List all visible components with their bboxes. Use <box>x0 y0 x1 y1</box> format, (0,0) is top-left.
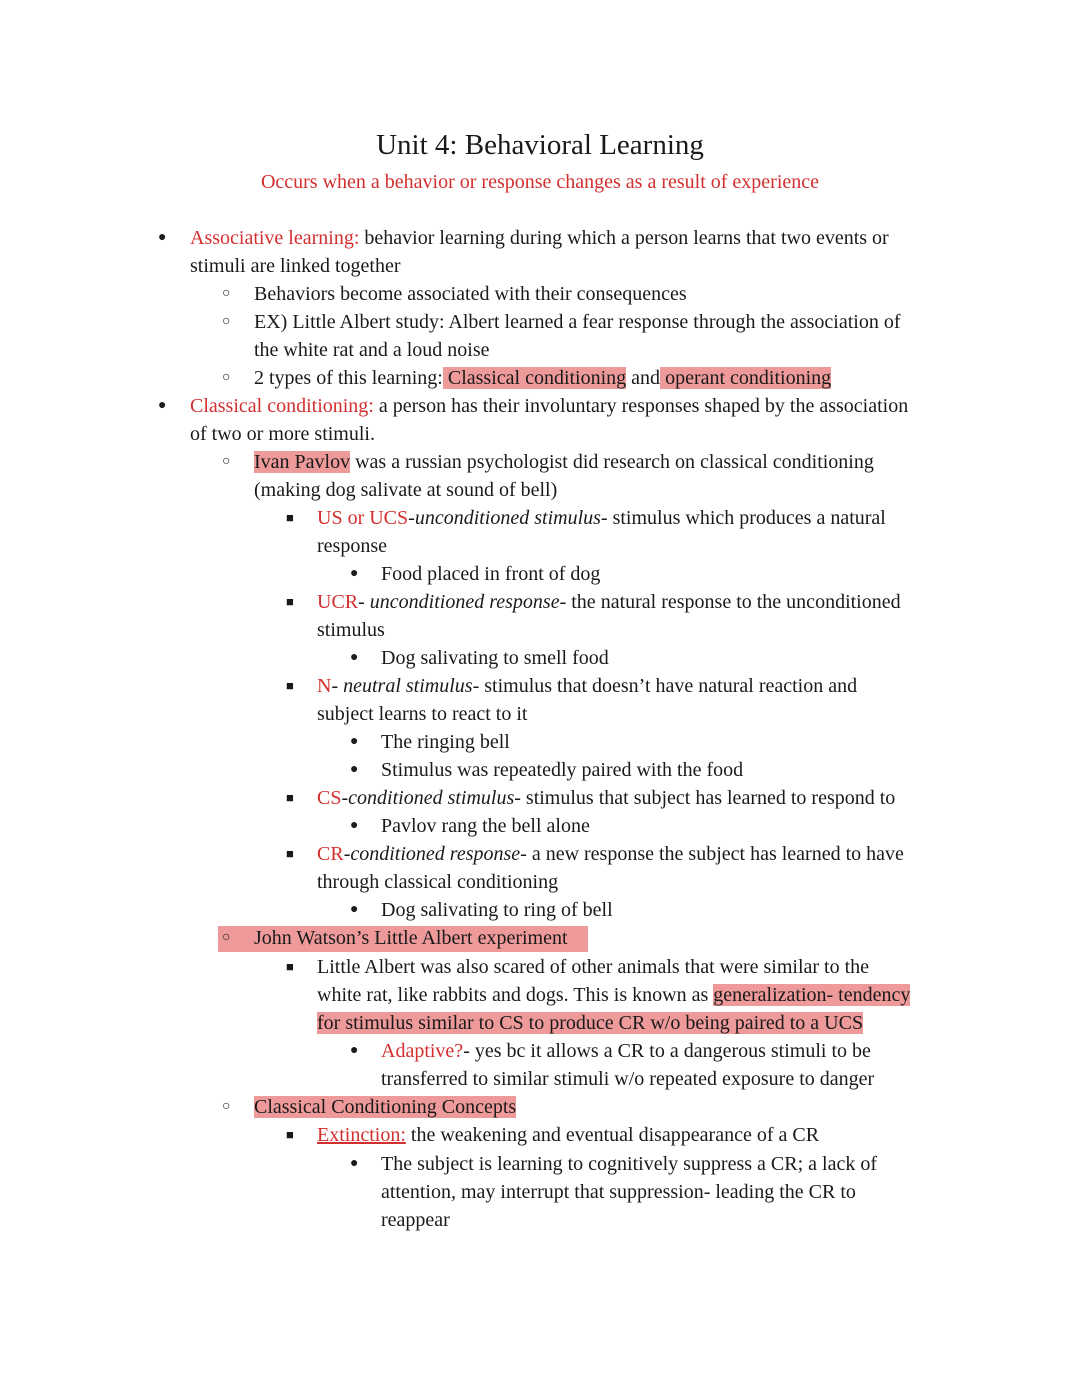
n-line-2: subject learns to react to it <box>317 703 528 725</box>
bullet-circle <box>222 280 230 308</box>
associative-line-1: Associative learning: behavior learning during which a person learns that two events or <box>190 227 889 249</box>
watson-line-3 <box>317 1009 863 1037</box>
bullet-square <box>286 840 294 869</box>
bullet-dot <box>350 756 358 784</box>
ucr-example: Dog salivating to smell food <box>381 647 609 669</box>
adaptive-line-2: transferred to similar stimuli w/o repeated exposure to danger <box>381 1068 875 1090</box>
associative-sub-1: Behaviors become associated with their consequences <box>254 283 687 305</box>
bullet-dot <box>350 728 358 756</box>
bullet-circle <box>222 448 230 476</box>
bullet-circle <box>222 1093 230 1121</box>
cr-line-1: CR-conditioned response- a new response the subject has learned to have <box>317 843 904 865</box>
bullet-square <box>286 504 294 533</box>
extinction-line: Extinction: the weakening and eventual disappearance of a CR <box>317 1124 820 1146</box>
bullet-dot <box>350 644 358 672</box>
extinction-example-2: attention, may interrupt that suppression- leading the CR to <box>381 1181 856 1203</box>
extinction-example-3: reappear <box>381 1209 450 1231</box>
adaptive-line-1: Adaptive?- yes bc it allows a CR to a dangerous stimuli to be <box>381 1040 871 1062</box>
pavlov-line-2: (making dog salivate at sound of bell) <box>254 479 558 501</box>
cs-example: Pavlov rang the bell alone <box>381 815 590 837</box>
n-example-2: Stimulus was repeatedly paired with the food <box>381 759 744 781</box>
watson-line-1: Little Albert was also scared of other animals that were similar to the <box>317 956 870 978</box>
bullet-dot <box>350 812 358 840</box>
bullet-circle <box>222 364 230 392</box>
bullet-circle <box>222 308 230 336</box>
classical-term: Classical conditioning: <box>190 395 374 417</box>
bullet-square <box>286 588 294 617</box>
pavlov-line-1: Ivan Pavlov was a russian psychologist did research on classical conditioning <box>254 451 874 473</box>
extinction-example-1: The subject is learning to cognitively suppress a CR; a lack of <box>381 1153 877 1175</box>
bullet-square <box>286 1121 294 1150</box>
associative-sub-3: 2 types of this learning: Classical conditioning and operant conditioning <box>254 367 832 389</box>
bullet-dot <box>350 896 358 924</box>
page-subtitle: Occurs when a behavior or response changes as a result of experience <box>260 171 820 193</box>
highlight-generalization-def: for stimulus similar to CS to produce CR w/o being paired to a UCS <box>317 1012 864 1034</box>
associative-sub-2-line-1: EX) Little Albert study: Albert learned a fear response through the association of <box>254 311 901 333</box>
highlight-operant-conditioning: operant conditioning <box>660 367 832 389</box>
ucr-line-2: stimulus <box>317 619 385 641</box>
bullet-square <box>286 953 294 982</box>
concepts-heading <box>254 1093 516 1121</box>
ucr-line-1: UCR- unconditioned response- the natural response to the unconditioned <box>317 591 901 613</box>
associative-line-2: stimuli are linked together <box>190 255 401 277</box>
cr-line-2: through classical conditioning <box>317 871 559 893</box>
cs-line-1: CS-conditioned stimulus- stimulus that subject has learned to respond to <box>317 787 896 809</box>
bullet-dot <box>350 1037 358 1065</box>
highlight-concepts: Classical Conditioning Concepts <box>254 1096 517 1118</box>
highlight-generalization: generalization- tendency <box>713 984 911 1006</box>
bullet-square <box>286 672 294 701</box>
classical-line-2: of two or more stimuli. <box>190 423 375 445</box>
watson-line-2: white rat, like rabbits and dogs. This is known as generalization- tendency <box>317 984 911 1006</box>
us-example: Food placed in front of dog <box>381 563 601 585</box>
bullet-circle <box>222 924 230 952</box>
classical-line-1: Classical conditioning: a person has their involuntary responses shaped by the association <box>190 395 909 417</box>
n-example-1: The ringing bell <box>381 731 510 753</box>
associative-term: Associative learning: <box>190 227 360 249</box>
us-line-2: response <box>317 535 387 557</box>
bullet-dot <box>158 224 166 252</box>
highlight-classical-conditioning: Classical conditioning <box>442 367 627 389</box>
bullet-dot <box>350 1150 358 1178</box>
cr-example: Dog salivating to ring of bell <box>381 899 613 921</box>
n-line-1: N- neutral stimulus- stimulus that doesn’t have natural reaction and <box>317 675 858 697</box>
highlight-ivan-pavlov: Ivan Pavlov <box>254 451 351 473</box>
bullet-square <box>286 784 294 813</box>
associative-sub-2-line-2: the white rat and a loud noise <box>254 339 490 361</box>
us-line-1: US or UCS-unconditioned stimulus- stimulus which produces a natural <box>317 507 886 529</box>
extinction-term: Extinction: <box>317 1124 406 1146</box>
watson-heading: John Watson’s Little Albert experiment <box>254 927 568 949</box>
bullet-dot <box>158 392 166 420</box>
page-title: Unit 4: Behavioral Learning <box>376 129 704 161</box>
bullet-dot <box>350 560 358 588</box>
